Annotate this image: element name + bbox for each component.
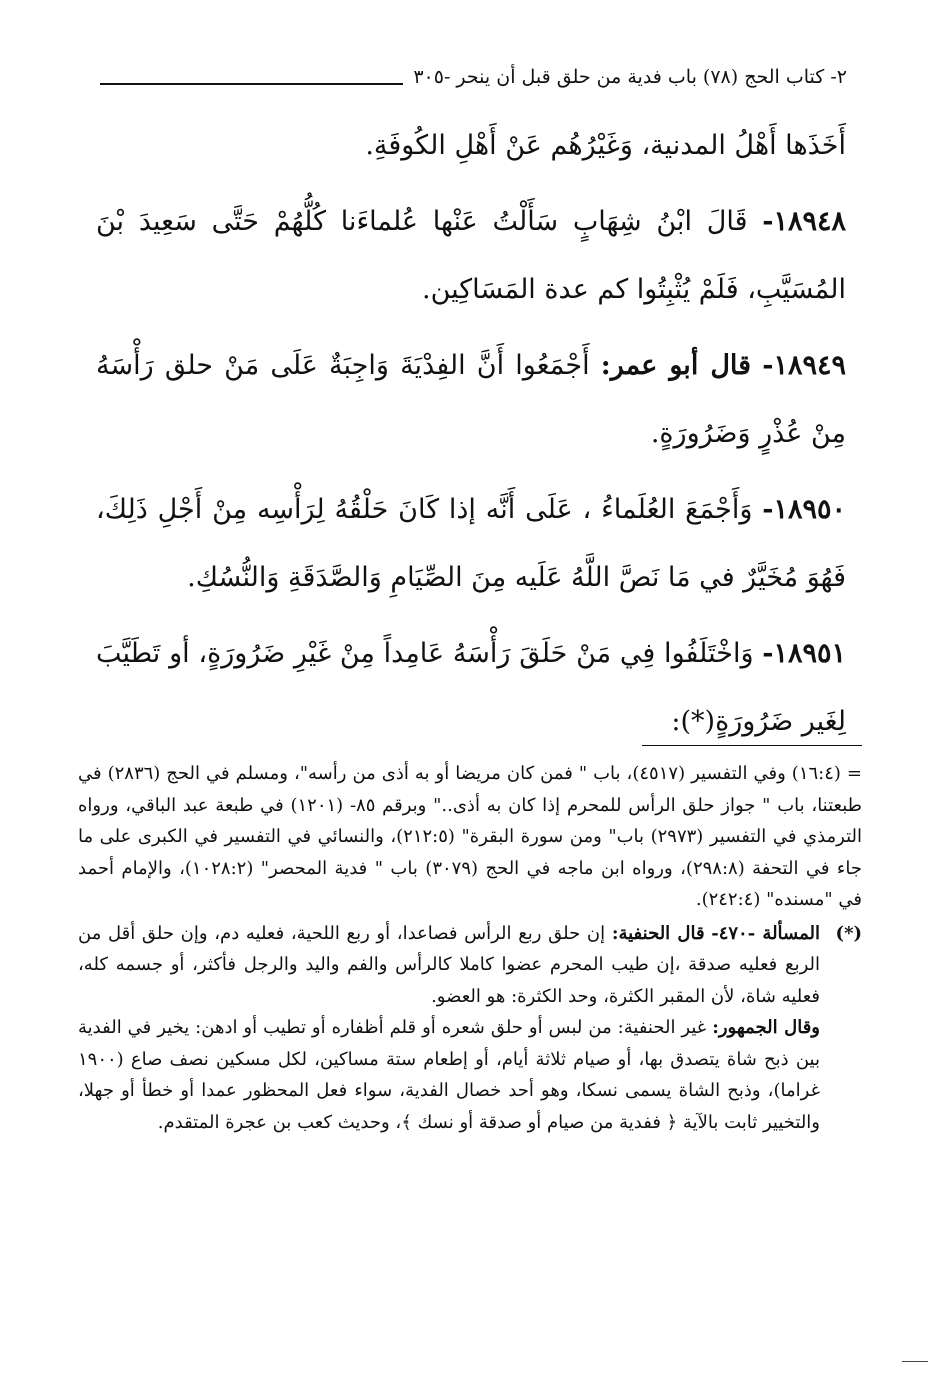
paragraph-text: وَاخْتَلَفُوا فِي مَنْ حَلَقَ رَأْسَهُ عَامِداً مِنْ غَيْرِ ضَرُورَةٍ، أو تَطَيَّبَ لِغَير ضَرُورَةٍ(*):	[96, 638, 846, 737]
majority-label: وقال الجمهور:	[712, 1017, 820, 1038]
hanafi-text: إن حلق ربع الرأس فصاعدا، أو ربع اللحية، فعليه دم، وإن حلق أقل من الربع فعليه صدقة ،إن طيب المحرم عضوا كاملا كالرأس والفم واليد والرجل فأكثر، أو جسمه كله، فعليه شاة، لأن المقبر الكثرة، وحد الكثرة: هو العضو.	[78, 922, 820, 1007]
paragraph-text: أَجْمَعُوا أَنَّ الفِدْيَةَ وَاجِبَةٌ عَلَى مَنْ حلق رَأْسَهُ مِنْ عُذْرٍ وَضَرُورَةٍ.	[96, 350, 846, 449]
footnote-majority	[78, 1012, 820, 1138]
footnote-continuation: = (١٦:٤) وفي التفسير (٤٥١٧)، باب " فمن كان مريضا أو به أذى من رأسه"، ومسلم في الحج (٢٨٣٦) في طبعتنا، باب " جواز حلق الرأس للمحرم إذا كان به أذى.." وبرقم ٨٥- (١٢٠١) في طبعة عبد الباقي، ورواه الترمذي في التفسير (٢٩٧٣) باب" ومن سورة البقرة" (٢١٢:٥)، والنسائي في التفسير في الكبرى على ما جاء في التحفة (٢٩٨:٨)، ورواه ابن ماجه في الحج (٣٠٧٩) باب " فدية المحصر" (١٠٢٨:٢)، والإمام أحمد في "مسنده" (٢٤٢:٤).	[78, 763, 863, 910]
paragraph-intro	[96, 112, 846, 180]
footnote-hanafi	[78, 918, 820, 1013]
page-header	[100, 52, 847, 92]
paragraph-text: وَأَجْمَعَ العُلَماءُ ، عَلَى أَنَّه إذا كَانَ حَلْقُهُ لِرَأْسِه مِنْ أَجْلِ ذَلِكَ، فَهُوَ مُخَيَّرٌ في مَا نَصَّ اللَّهُ عَلَيه مِنَ الصِّيَامِ وَالصَّدَقَةِ وَالنُّسُكِ.	[96, 494, 846, 593]
paragraph-number: ١٨٩٥٠-	[762, 494, 846, 525]
hanafi-label: قال الحنفية:	[611, 922, 705, 944]
main-text	[96, 112, 846, 764]
paragraph-18950	[96, 476, 846, 612]
footnote-separator	[642, 745, 862, 746]
paragraph-text: قَالَ ابْنُ شِهَابٍ سَأَلْتُ عَنْها عُلماءَنا كُلُّهُمْ حَتَّى سَعِيدَ بْنَ المُسَيَّبِ، فَلَمْ يُثْبِتُوا كم عدة المَسَاكِين.	[96, 206, 846, 305]
issue-label: المسألة -٤٧٠-	[711, 922, 820, 944]
footnote-body	[78, 918, 820, 1139]
footnote-asterisk	[78, 918, 862, 1139]
paragraph-18951	[96, 620, 846, 756]
paragraph-number: ١٨٩٥١-	[762, 638, 846, 669]
header-rule	[100, 83, 403, 85]
paragraph-text: أَخَذَها أَهْلُ المدنية، وَغَيْرُهُم عَنْ أَهْلِ الكُوفَةِ.	[365, 130, 846, 161]
paragraph-number: ١٨٩٤٩-	[762, 350, 846, 381]
paragraph-number: ١٨٩٤٨-	[762, 206, 846, 237]
paragraph-18949	[96, 332, 846, 468]
paragraph-18948	[96, 188, 846, 324]
majority-text: غير الحنفية: من لبس أو حلق شعره أو قلم أظفاره أو تطيب أو ادهن: يخير في الفدية بين ذبح شاة يتصدق بها، أو صيام ثلاثة أيام، أو إطعام ستة مساكين، لكل مسكين نصف صاع (١٩٠٠ غراما)، وذبح الشاة يسمى نسكا، وهو أحد خصال الفدية، سواء فعل المحظور عمدا أو خطأ أو جهلا، والتخيير ثابت بالآية ﴿ ففدية من صيام أو صدقة أو نسك ﴾، وحديث كعب بن عجرة المتقدم.	[78, 1017, 820, 1133]
corner-mark	[902, 1361, 928, 1362]
footnote-marker: (*)	[835, 922, 862, 944]
speaker-label: قال أبو عمر:	[600, 350, 752, 381]
footnotes	[78, 758, 862, 1138]
running-title: ٢- كتاب الحج (٧٨) باب فدية من حلق قبل أن ينحر -٣٠٥	[413, 66, 847, 88]
